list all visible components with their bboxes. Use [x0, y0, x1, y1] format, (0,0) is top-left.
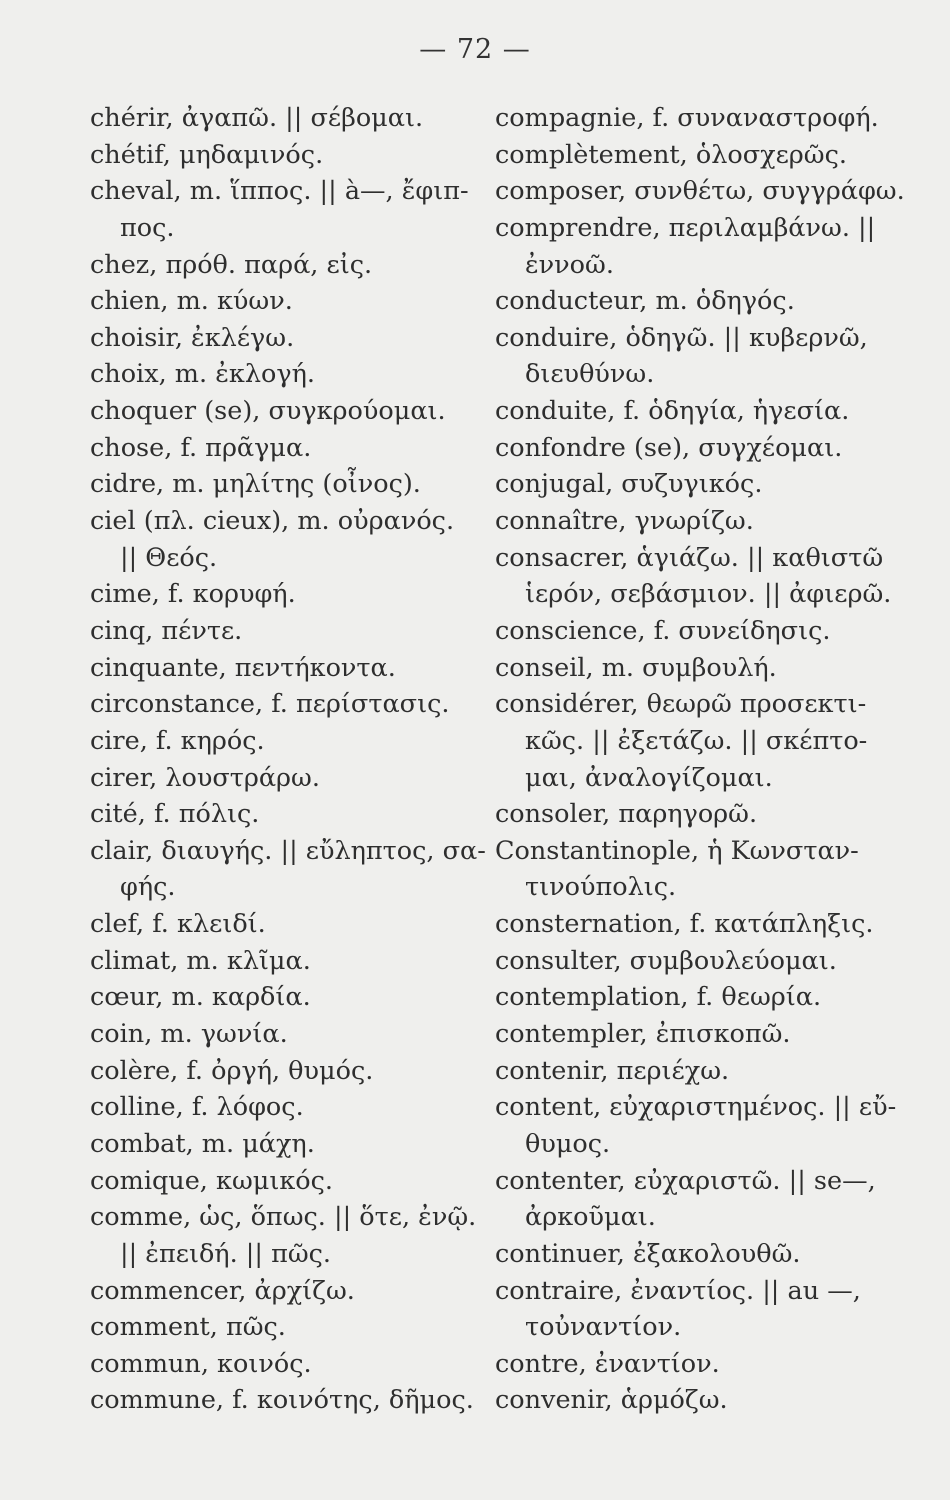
dictionary-entry-line: contenir, περιέχω. — [495, 1055, 730, 1086]
entry-continuation-line: θυμος. — [525, 1128, 611, 1159]
dictionary-entry-line: commune, f. κοινότης, δῆμος. — [90, 1385, 474, 1416]
dictionary-entry-line: climat, m. κλῖμα. — [90, 945, 311, 976]
dictionary-entry-line: cire, f. κηρός. — [90, 725, 265, 756]
dictionary-entry-line: consulter, συμβουλεύομαι. — [495, 945, 837, 976]
dictionary-entry-line: cinquante, πεντήκοντα. — [90, 652, 396, 683]
dictionary-entry-line: clef, f. κλειδί. — [90, 909, 266, 940]
dictionary-entry-line: cinq, πέντε. — [90, 615, 243, 646]
dictionary-entry-line: cœur, m. καρδία. — [90, 982, 311, 1013]
dictionary-entry-line: comment, πῶς. — [90, 1312, 286, 1343]
entry-continuation-line: φής. — [120, 872, 176, 903]
dictionary-entry-line: compagnie, f. συναναστροφή. — [495, 103, 879, 133]
entry-continuation-line: μαι, ἀναλογίζομαι. — [525, 762, 773, 793]
dictionary-entry-line: choix, m. ἐκλογή. — [90, 359, 315, 390]
entry-continuation-line: τοὐναντίον. — [525, 1312, 682, 1343]
dictionary-entry-line: conscience, f. συνείδησις. — [495, 615, 831, 646]
dictionary-entry-line: consoler, παρηγορῶ. — [495, 799, 758, 830]
entry-continuation-line: κῶς. || ἐξετάζω. || σκέπτο- — [525, 725, 868, 756]
dictionary-entry-line: considérer, θεωρῶ προσεκτι- — [495, 689, 867, 720]
dictionary-entry-line: choisir, ἐκλέγω. — [90, 322, 295, 353]
dictionary-entry-line: contempler, ἐπισκοπῶ. — [495, 1019, 791, 1050]
dictionary-entry-line: contre, ἐναντίον. — [495, 1348, 720, 1379]
dictionary-entry-line: clair, διαυγής. || εὔληπτος, σα- — [90, 835, 486, 866]
entry-continuation-line: τινούπολις. — [525, 872, 677, 903]
dictionary-entry-line: combat, m. μάχη. — [90, 1128, 315, 1159]
dictionary-entry-line: coin, m. γωνία. — [90, 1019, 288, 1050]
dictionary-entry-line: contraire, ἐναντίος. || au —, — [495, 1275, 861, 1306]
dictionary-entry-line: ciel (πλ. cieux), m. οὐρανός. — [90, 506, 455, 537]
dictionary-entry-line: consternation, f. κατάπληξις. — [495, 909, 874, 940]
dictionary-entry-line: content, εὐχαριστημένος. || εὔ- — [495, 1092, 897, 1123]
left-column — [90, 100, 486, 1419]
dictionary-entry-line: choquer (se), συγκρούομαι. — [90, 396, 446, 427]
dictionary-entry-line: chez, πρόθ. παρά, εἰς. — [90, 249, 373, 280]
dictionary-entry-line: comme, ὡς, ὅπως. || ὅτε, ἐνῷ. — [90, 1202, 477, 1233]
dictionary-entry-line: consacrer, ἁγιάζω. || καθιστῶ — [495, 542, 884, 573]
dictionary-entry-line: colline, f. λόφος. — [90, 1092, 304, 1123]
dictionary-entry-line: circonstance, f. περίστασις. — [90, 689, 450, 720]
dictionary-entry-line: colère, f. ὀργή, θυμός. — [90, 1055, 374, 1086]
dictionary-entry-line: Constantinople, ἡ Κωνσταν- — [495, 835, 859, 866]
dictionary-entry-line: continuer, ἐξακολουθῶ. — [495, 1238, 801, 1269]
page-number: — 72 — — [419, 34, 531, 65]
entry-continuation-line: ἐννοῶ. — [525, 249, 614, 280]
dictionary-entry-line: confondre (se), συγχέομαι. — [495, 432, 843, 463]
dictionary-entry-line: commun, κοινός. — [90, 1348, 312, 1379]
dictionary-entry-line: connaître, γνωρίζω. — [495, 506, 754, 537]
dictionary-entry-line: cheval, m. ἵππος. || à—, ἔφιπ- — [90, 176, 469, 207]
dictionary-entry-line: conduite, f. ὁδηγία, ἡγεσία. — [495, 396, 850, 427]
dictionary-entry-line: cidre, m. μηλίτης (οἶνος). — [90, 469, 421, 500]
entry-continuation-line: πος. — [120, 212, 175, 243]
dictionary-entry-line: comprendre, περιλαμβάνω. || — [495, 212, 876, 243]
dictionary-entry-line: composer, συνθέτω, συγγράφω. — [495, 176, 905, 207]
entry-continuation-line: ἀρκοῦμαι. — [525, 1202, 656, 1233]
dictionary-entry-line: conjugal, συζυγικός. — [495, 469, 763, 500]
dictionary-entry-line: contemplation, f. θεωρία. — [495, 982, 822, 1013]
dictionary-entry-line: commencer, ἀρχίζω. — [90, 1275, 355, 1306]
dictionary-entry-line: cime, f. κορυφή. — [90, 579, 296, 610]
dictionary-entry-line: chose, f. πρᾶγμα. — [90, 432, 312, 463]
dictionary-entry-line: comique, κωμικός. — [90, 1165, 333, 1196]
entry-continuation-line: διευθύνω. — [525, 359, 655, 390]
entry-continuation-line: || Θεός. — [120, 542, 218, 573]
dictionary-entry-line: cirer, λουστράρω. — [90, 762, 320, 793]
entry-continuation-line: ἱερόν, σεβάσμιον. || ἀφιερῶ. — [525, 579, 892, 610]
dictionary-entry-line: conseil, m. συμβουλή. — [495, 652, 777, 683]
dictionary-entry-line: contenter, εὐχαριστῶ. || se—, — [495, 1165, 876, 1196]
dictionary-entry-line: chérir, ἀγαπῶ. || σέβομαι. — [90, 103, 424, 133]
dictionary-entry-line: conduire, ὁδηγῶ. || κυβερνῶ, — [495, 322, 868, 353]
dictionary-entry-line: chien, m. κύων. — [90, 286, 293, 317]
entry-continuation-line: || ἐπειδή. || πῶς. — [120, 1238, 332, 1269]
dictionary-entry-line: complètement, ὁλοσχερῶς. — [495, 139, 847, 170]
dictionary-entry-line: cité, f. πόλις. — [90, 799, 260, 830]
dictionary-entry-line: conducteur, m. ὁδηγός. — [495, 286, 795, 317]
dictionary-entry-line: convenir, ἁρμόζω. — [495, 1385, 728, 1416]
right-column — [495, 100, 905, 1419]
dictionary-entry-line: chétif, μηδαμινός. — [90, 139, 324, 170]
